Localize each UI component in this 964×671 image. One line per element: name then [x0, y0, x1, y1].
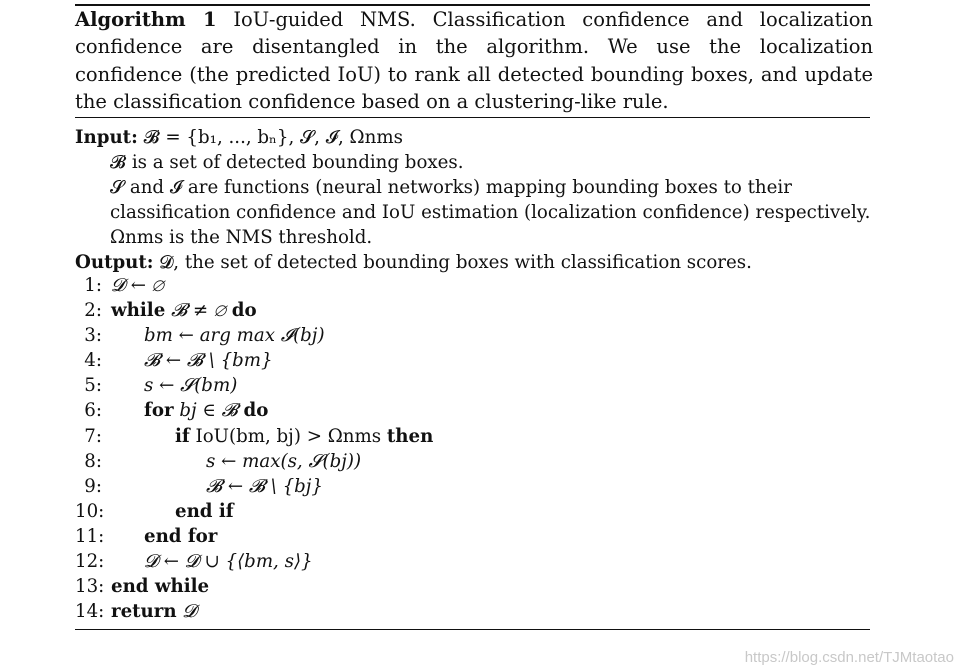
- input-block: [75, 125, 875, 275]
- line-number: 5:: [84, 375, 102, 397]
- line-code: while 𝓑 ≠ ∅ do: [111, 300, 257, 322]
- algorithm-caption-text: IoU-guided NMS. Classification confidence and localization confidence are disentangled in the algorithm. We use the localization confidence (the predicted IoU) to rank all detected bounding boxes, and update the classification confidence based on a clustering-like rule.: [75, 8, 873, 113]
- line-code: for bj ∈ 𝓑 do: [144, 400, 269, 422]
- line-number: 8:: [84, 450, 102, 472]
- line-number: 6:: [84, 400, 102, 422]
- input-desc-1: 𝓑 is a set of detected bounding boxes.: [110, 152, 464, 173]
- algorithm-caption: [75, 6, 873, 115]
- algo-line-14: [75, 599, 865, 624]
- algo-line-10: [75, 499, 865, 524]
- line-number: 9:: [84, 475, 102, 497]
- line-code: 𝓑 ← 𝓑 \ {bj}: [206, 475, 323, 497]
- algo-line-3: [75, 323, 865, 348]
- line-number: 4:: [84, 350, 102, 372]
- algo-line-6: [75, 398, 865, 423]
- line-code: s ← max(s, 𝓢(bj)): [206, 450, 362, 472]
- algo-line-9: [75, 474, 865, 499]
- line-number: 13:: [75, 576, 105, 598]
- algo-line-7: [75, 424, 865, 449]
- algo-line-1: [75, 273, 865, 298]
- input-label: Input:: [75, 127, 138, 148]
- caption-rule: [75, 117, 870, 118]
- output-label: Output:: [75, 252, 154, 273]
- input-signature: 𝓑 = {b₁, ..., bₙ}, 𝓢, 𝓘, Ωnms: [143, 127, 403, 148]
- line-number: 3:: [84, 325, 102, 347]
- algo-line-2: [75, 298, 865, 323]
- line-number: 14:: [75, 601, 105, 623]
- input-line: [75, 125, 875, 150]
- algorithm-label: Algorithm 1: [75, 8, 217, 31]
- line-code: end if: [175, 500, 234, 522]
- line-number: 7:: [84, 425, 102, 447]
- line-code: return 𝓓: [111, 601, 197, 623]
- algo-line-12: [75, 549, 865, 574]
- line-code: 𝓑 ← 𝓑 \ {bm}: [144, 350, 273, 372]
- line-code: 𝓓 ← 𝓓 ∪ {⟨bm, s⟩}: [144, 551, 313, 573]
- line-code: if IoU(bm, bj) > Ωnms then: [175, 425, 434, 447]
- watermark-text: https://blog.csdn.net/TJMtaotao: [744, 649, 954, 666]
- bottom-rule: [75, 629, 870, 630]
- line-code: end while: [111, 576, 210, 598]
- line-code: s ← 𝓢(bm): [144, 375, 238, 397]
- output-desc: 𝓓, the set of detected bounding boxes with classification scores.: [159, 252, 752, 273]
- input-desc-2: 𝓢 and 𝓘 are functions (neural networks) mapping bounding boxes to their classification confidence and IoU estimation (localization confidence) respectively.: [110, 177, 871, 223]
- line-code: 𝓓 ← ∅: [111, 275, 164, 296]
- input-desc-3: Ωnms is the NMS threshold.: [110, 227, 373, 248]
- algo-line-5: [75, 373, 865, 398]
- algo-line-8: [75, 449, 865, 474]
- line-code: end for: [144, 525, 218, 547]
- line-number: 2:: [84, 300, 102, 322]
- algo-line-11: [75, 524, 865, 549]
- algo-line-4: [75, 348, 865, 373]
- algorithm-body: [75, 273, 865, 624]
- line-number: 12:: [75, 551, 105, 573]
- line-number: 1:: [84, 275, 102, 296]
- line-number: 11:: [75, 525, 105, 547]
- line-code: bm ← arg max 𝓘(bj): [144, 325, 325, 347]
- algo-line-13: [75, 574, 865, 599]
- output-line: [75, 250, 875, 275]
- line-number: 10:: [75, 500, 105, 522]
